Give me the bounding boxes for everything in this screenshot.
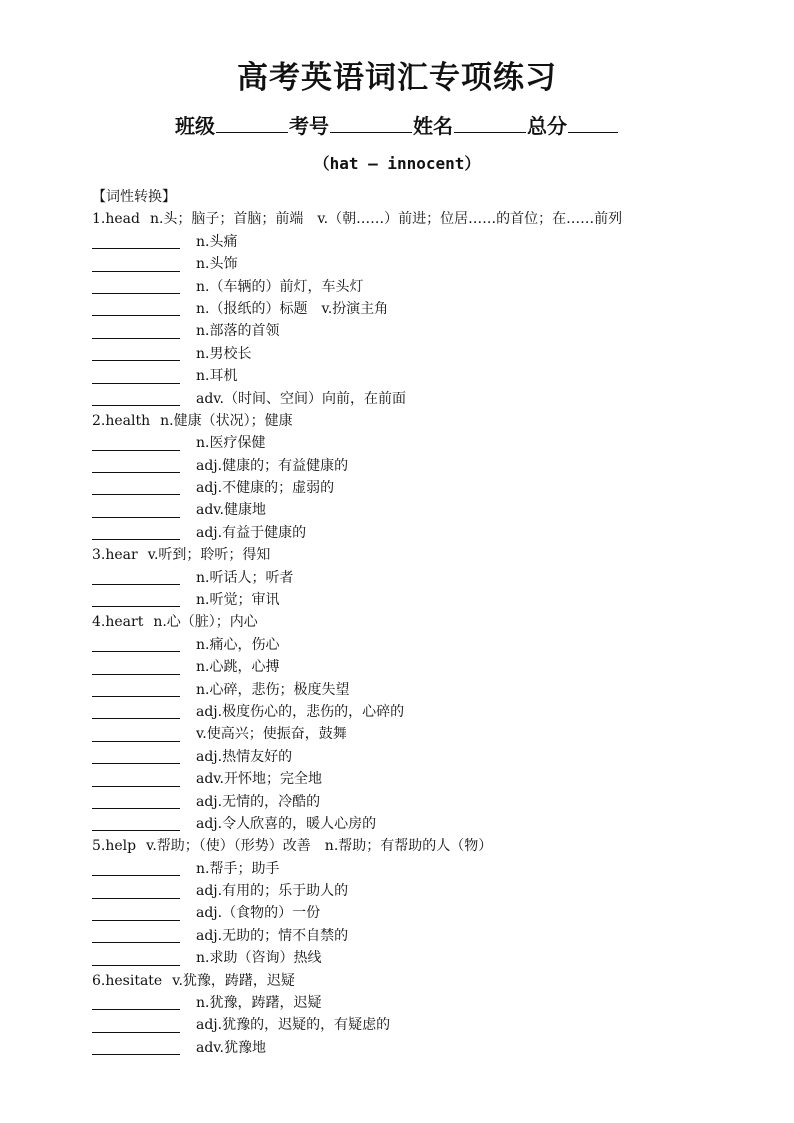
derived-word-meaning: n.医疗保健 [196,435,266,452]
headword-meaning: v.犹豫，踌躇，迟疑 [172,972,295,989]
headword: 1.head [92,211,140,228]
fill-in-row [92,723,772,745]
section-label: 【词性转换】 [92,189,176,205]
student-info-row [0,110,794,140]
answer-blank[interactable] [92,949,180,966]
answer-blank[interactable] [92,993,180,1010]
answer-blank[interactable] [92,882,180,899]
fill-in-row [92,343,772,365]
derived-word-meaning: adj.不健康的；虚弱的 [196,480,335,497]
answer-blank[interactable] [92,590,180,607]
derived-word-meaning: adj.有益于健康的 [196,524,307,541]
vocab-entry [92,208,772,230]
derived-word-meaning: adv.（时间、空间）向前，在前面 [196,390,407,407]
derived-word-meaning: adj.有用的；乐于助人的 [196,883,349,900]
answer-blank[interactable] [92,747,180,764]
page-title: 高考英语词汇专项练习 [237,60,557,96]
answer-blank[interactable] [92,680,180,697]
derived-word-meaning: n.听话人；听者 [196,569,294,586]
fill-in-row [92,522,772,544]
derived-word-meaning: n.求助（咨询）热线 [196,950,322,967]
info-label: 总分 [527,114,567,138]
answer-blank[interactable] [92,501,180,518]
info-blank-field[interactable] [568,110,618,133]
headword-meaning: n.健康（状况）；健康 [160,412,293,429]
vocab-entry [92,835,772,857]
fill-in-row [92,903,772,925]
answer-blank[interactable] [92,389,180,406]
headword: 5.help [92,838,137,855]
fill-in-row [92,791,772,813]
derived-word-meaning: n.男校长 [196,345,252,362]
derived-word-meaning: adj.无情的，冷酷的 [196,793,321,810]
answer-blank[interactable] [92,299,180,316]
answer-blank[interactable] [92,1016,180,1033]
headword: 2.health [92,412,151,429]
vocab-entry [92,970,772,992]
answer-blank[interactable] [92,523,180,540]
derived-word-meaning: n.耳机 [196,368,238,385]
exercise-body [92,186,772,1059]
fill-in-row [92,276,772,298]
answer-blank[interactable] [92,456,180,473]
derived-word-meaning: n.（车辆的）前灯，车头灯 [196,278,364,295]
answer-blank[interactable] [92,1038,180,1055]
derived-word-meaning: adj.犹豫的，迟疑的，有疑虑的 [196,1017,391,1034]
fill-in-row [92,701,772,723]
derived-word-meaning: adj.热情友好的 [196,748,293,765]
vocab-entry [92,611,772,633]
derived-word-meaning: n.部落的首领 [196,323,280,340]
headword-meaning: n.心（脏）；内心 [153,614,258,631]
answer-blank[interactable] [92,434,180,451]
derived-word-meaning: adv.健康地 [196,502,267,519]
answer-blank[interactable] [92,792,180,809]
fill-in-row [92,880,772,902]
fill-in-row [92,432,772,454]
headword-meaning: v.帮助；（使）（形势）改善 n.帮助；有帮助的人（物） [146,838,493,855]
derived-word-meaning: n.心碎，悲伤；极度失望 [196,681,350,698]
answer-blank[interactable] [92,702,180,719]
fill-in-row [92,231,772,253]
derived-word-meaning: adj.健康的；有益健康的 [196,457,349,474]
answer-blank[interactable] [92,904,180,921]
derived-word-meaning: v.使高兴；使振奋，鼓舞 [196,726,347,743]
answer-blank[interactable] [92,255,180,272]
fill-in-row [92,320,772,342]
answer-blank[interactable] [92,814,180,831]
fill-in-row [92,679,772,701]
vocab-entry [92,544,772,566]
info-label: 姓名 [413,114,453,138]
answer-blank[interactable] [92,770,180,787]
derived-word-meaning: n.心跳，心搏 [196,659,280,676]
fill-in-row [92,499,772,521]
fill-in-row [92,992,772,1014]
info-blank-field[interactable] [454,110,526,133]
answer-blank[interactable] [92,367,180,384]
fill-in-row [92,365,772,387]
fill-in-row [92,768,772,790]
derived-word-meaning: n.痛心，伤心 [196,636,280,653]
fill-in-row [92,858,772,880]
answer-blank[interactable] [92,635,180,652]
derived-word-meaning: adj.极度伤心的，悲伤的，心碎的 [196,703,405,720]
derived-word-meaning: adv.犹豫地 [196,1039,267,1056]
headword-meaning: n.头；脑子；首脑；前端 v.（朝……）前进；位居……的首位；在……前列 [149,211,623,228]
fill-in-row [92,634,772,656]
derived-word-meaning: adj.令人欣喜的，暖人心房的 [196,815,377,832]
derived-word-meaning: n.帮手；助手 [196,860,280,877]
fill-in-row [92,253,772,275]
info-label: 班级 [175,114,215,138]
fill-in-row [92,298,772,320]
answer-blank[interactable] [92,658,180,675]
fill-in-row [92,746,772,768]
fill-in-row [92,477,772,499]
headword-meaning: v.听到；聆听；得知 [147,547,271,564]
derived-word-meaning: n.犹豫，踌躇，迟疑 [196,995,322,1012]
fill-in-row [92,388,772,410]
answer-blank[interactable] [92,277,180,294]
derived-word-meaning: n.听觉；审讯 [196,592,280,609]
answer-blank[interactable] [92,859,180,876]
derived-word-meaning: n.头饰 [196,256,238,273]
word-range: （hat — innocent） [313,154,481,173]
headword: 4.heart [92,614,144,631]
answer-blank[interactable] [92,568,180,585]
fill-in-row [92,455,772,477]
fill-in-row [92,656,772,678]
answer-blank[interactable] [92,926,180,943]
answer-blank[interactable] [92,232,180,249]
answer-blank[interactable] [92,478,180,495]
fill-in-row [92,567,772,589]
info-blank-field[interactable] [330,110,412,133]
derived-word-meaning: n.头痛 [196,233,238,250]
vocab-entry [92,410,772,432]
derived-word-meaning: adj.（食物的）一份 [196,905,321,922]
headword: 3.hear [92,547,138,564]
answer-blank[interactable] [92,725,180,742]
info-blank-field[interactable] [216,110,288,133]
derived-word-meaning: adj.无助的；情不自禁的 [196,927,349,944]
fill-in-row [92,589,772,611]
fill-in-row [92,947,772,969]
derived-word-meaning: adv.开怀地；完全地 [196,771,323,788]
info-label: 考号 [289,114,329,138]
fill-in-row [92,1037,772,1059]
fill-in-row [92,813,772,835]
headword: 6.hesitate [92,972,163,989]
answer-blank[interactable] [92,322,180,339]
derived-word-meaning: n.（报纸的）标题 v.扮演主角 [196,300,389,317]
fill-in-row [92,925,772,947]
fill-in-row [92,1014,772,1036]
entry-list [92,208,772,1059]
answer-blank[interactable] [92,344,180,361]
